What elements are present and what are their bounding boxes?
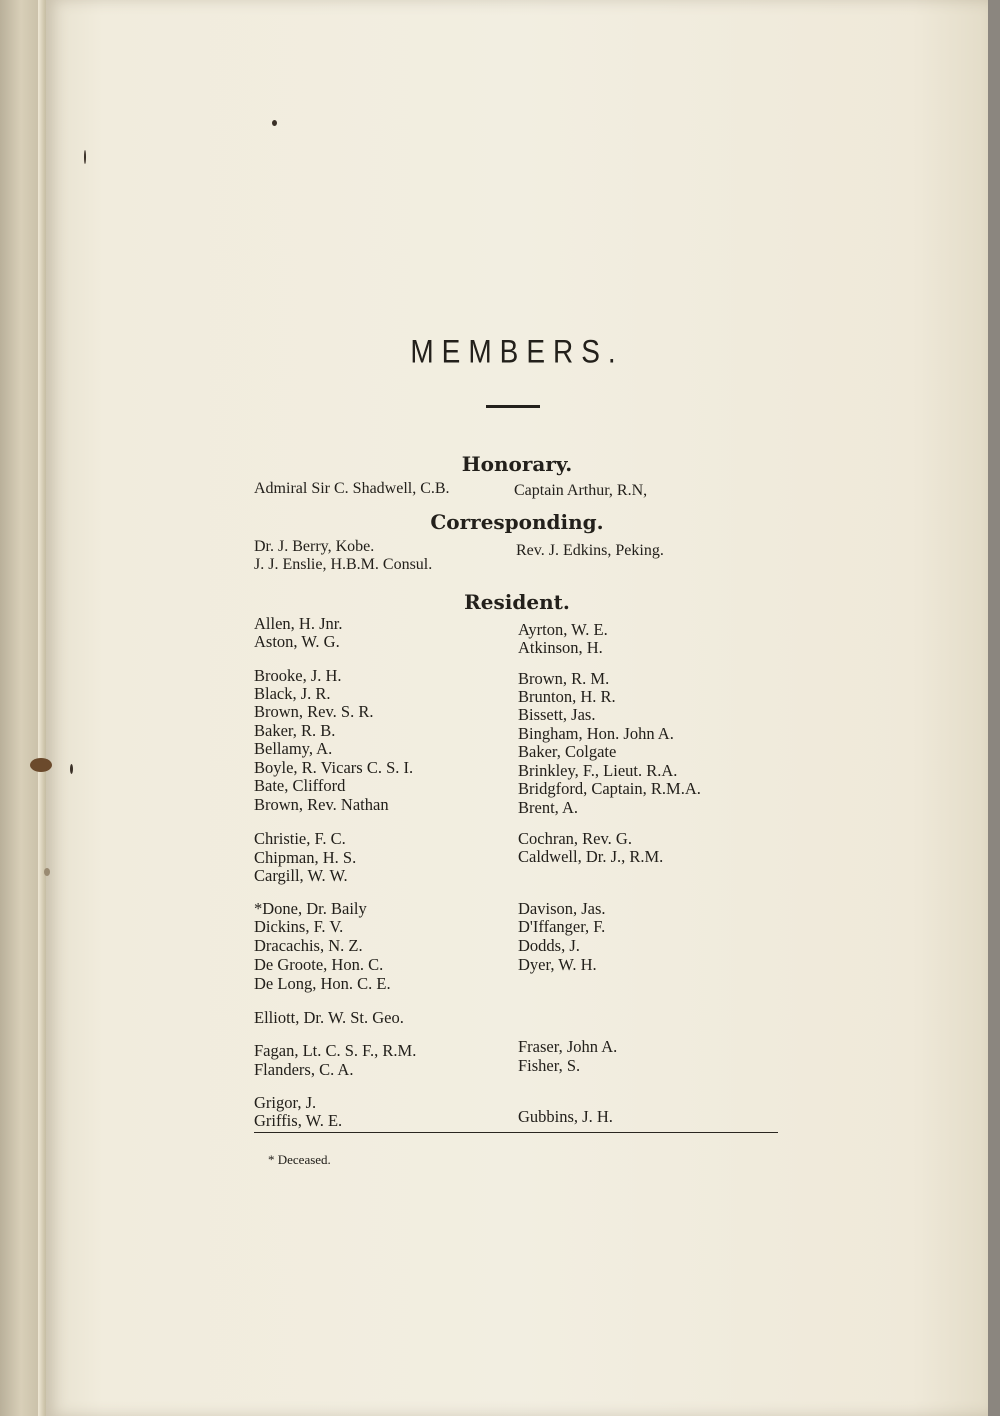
resident-member: Boyle, R. Vicars C. S. I. (254, 758, 414, 777)
resident-member: Bate, Clifford (254, 776, 346, 795)
resident-member: Bingham, Hon. John A. (518, 724, 674, 743)
resident-member: Cochran, Rev. G. (518, 829, 632, 848)
resident-member: Fisher, S. (518, 1056, 581, 1075)
resident-member: De Long, Hon. C. E. (254, 974, 391, 993)
honorary-member: Admiral Sir C. Shadwell, C.B. (254, 480, 450, 497)
footnote-rule (254, 1132, 778, 1133)
honorary-heading: Honorary. (461, 452, 573, 476)
resident-member: Gubbins, J. H. (518, 1107, 613, 1126)
resident-member: Grigor, J. (254, 1093, 317, 1112)
resident-member: Bissett, Jas. (518, 705, 596, 724)
resident-member: Davison, Jas. (518, 899, 606, 918)
resident-member: Caldwell, Dr. J., R.M. (518, 847, 664, 866)
resident-member: Brooke, J. H. (254, 666, 342, 685)
resident-heading: Resident. (464, 590, 570, 614)
resident-member: Christie, F. C. (254, 829, 346, 848)
resident-member: Bellamy, A. (254, 739, 333, 758)
resident-member: Atkinson, H. (518, 638, 603, 657)
resident-member: Chipman, H. S. (254, 848, 357, 867)
page-content (46, 0, 988, 1416)
resident-member: Dyer, W. H. (518, 955, 597, 974)
resident-member: Brent, A. (518, 798, 579, 817)
resident-member: Fraser, John A. (518, 1037, 618, 1056)
resident-member: Dickins, F. V. (254, 917, 344, 936)
corresponding-member: Rev. J. Edkins, Peking. (516, 542, 664, 559)
corresponding-member: Dr. J. Berry, Kobe. (254, 538, 375, 555)
resident-member: Allen, H. Jnr. (254, 614, 343, 633)
resident-member: Griffis, W. E. (254, 1111, 343, 1130)
resident-member: De Groote, Hon. C. (254, 955, 384, 974)
resident-member: Bridgford, Captain, R.M.A. (518, 779, 701, 798)
corresponding-heading: Corresponding. (430, 510, 604, 534)
resident-member: Black, J. R. (254, 684, 331, 703)
honorary-member: Captain Arthur, R.N, (514, 482, 648, 499)
title-rule (486, 405, 540, 408)
resident-member: Aston, W. G. (254, 632, 340, 651)
resident-member: Cargill, W. W. (254, 866, 348, 885)
resident-member: Flanders, C. A. (254, 1060, 354, 1079)
page-tear (44, 868, 50, 876)
book-page (46, 0, 988, 1416)
resident-member: Brown, R. M. (518, 669, 610, 688)
resident-member: *Done, Dr. Baily (254, 899, 367, 918)
resident-member: Dracachis, N. Z. (254, 936, 363, 955)
resident-member: Baker, R. B. (254, 721, 336, 740)
resident-member: Dodds, J. (518, 936, 580, 955)
resident-member: Elliott, Dr. W. St. Geo. (254, 1008, 404, 1027)
resident-member: D'Iffanger, F. (518, 917, 606, 936)
resident-member: Brinkley, F., Lieut. R.A. (518, 761, 678, 780)
resident-member: Baker, Colgate (518, 742, 617, 761)
page-tear (30, 758, 52, 772)
resident-member: Fagan, Lt. C. S. F., R.M. (254, 1041, 417, 1060)
resident-member: Brown, Rev. Nathan (254, 795, 389, 814)
resident-member: Ayrton, W. E. (518, 620, 608, 639)
resident-member: Brunton, H. R. (518, 687, 616, 706)
corresponding-member: J. J. Enslie, H.B.M. Consul. (254, 556, 433, 573)
resident-member: Brown, Rev. S. R. (254, 702, 374, 721)
footnote: * Deceased. (268, 1152, 331, 1167)
page-title: MEMBERS. (410, 333, 624, 370)
